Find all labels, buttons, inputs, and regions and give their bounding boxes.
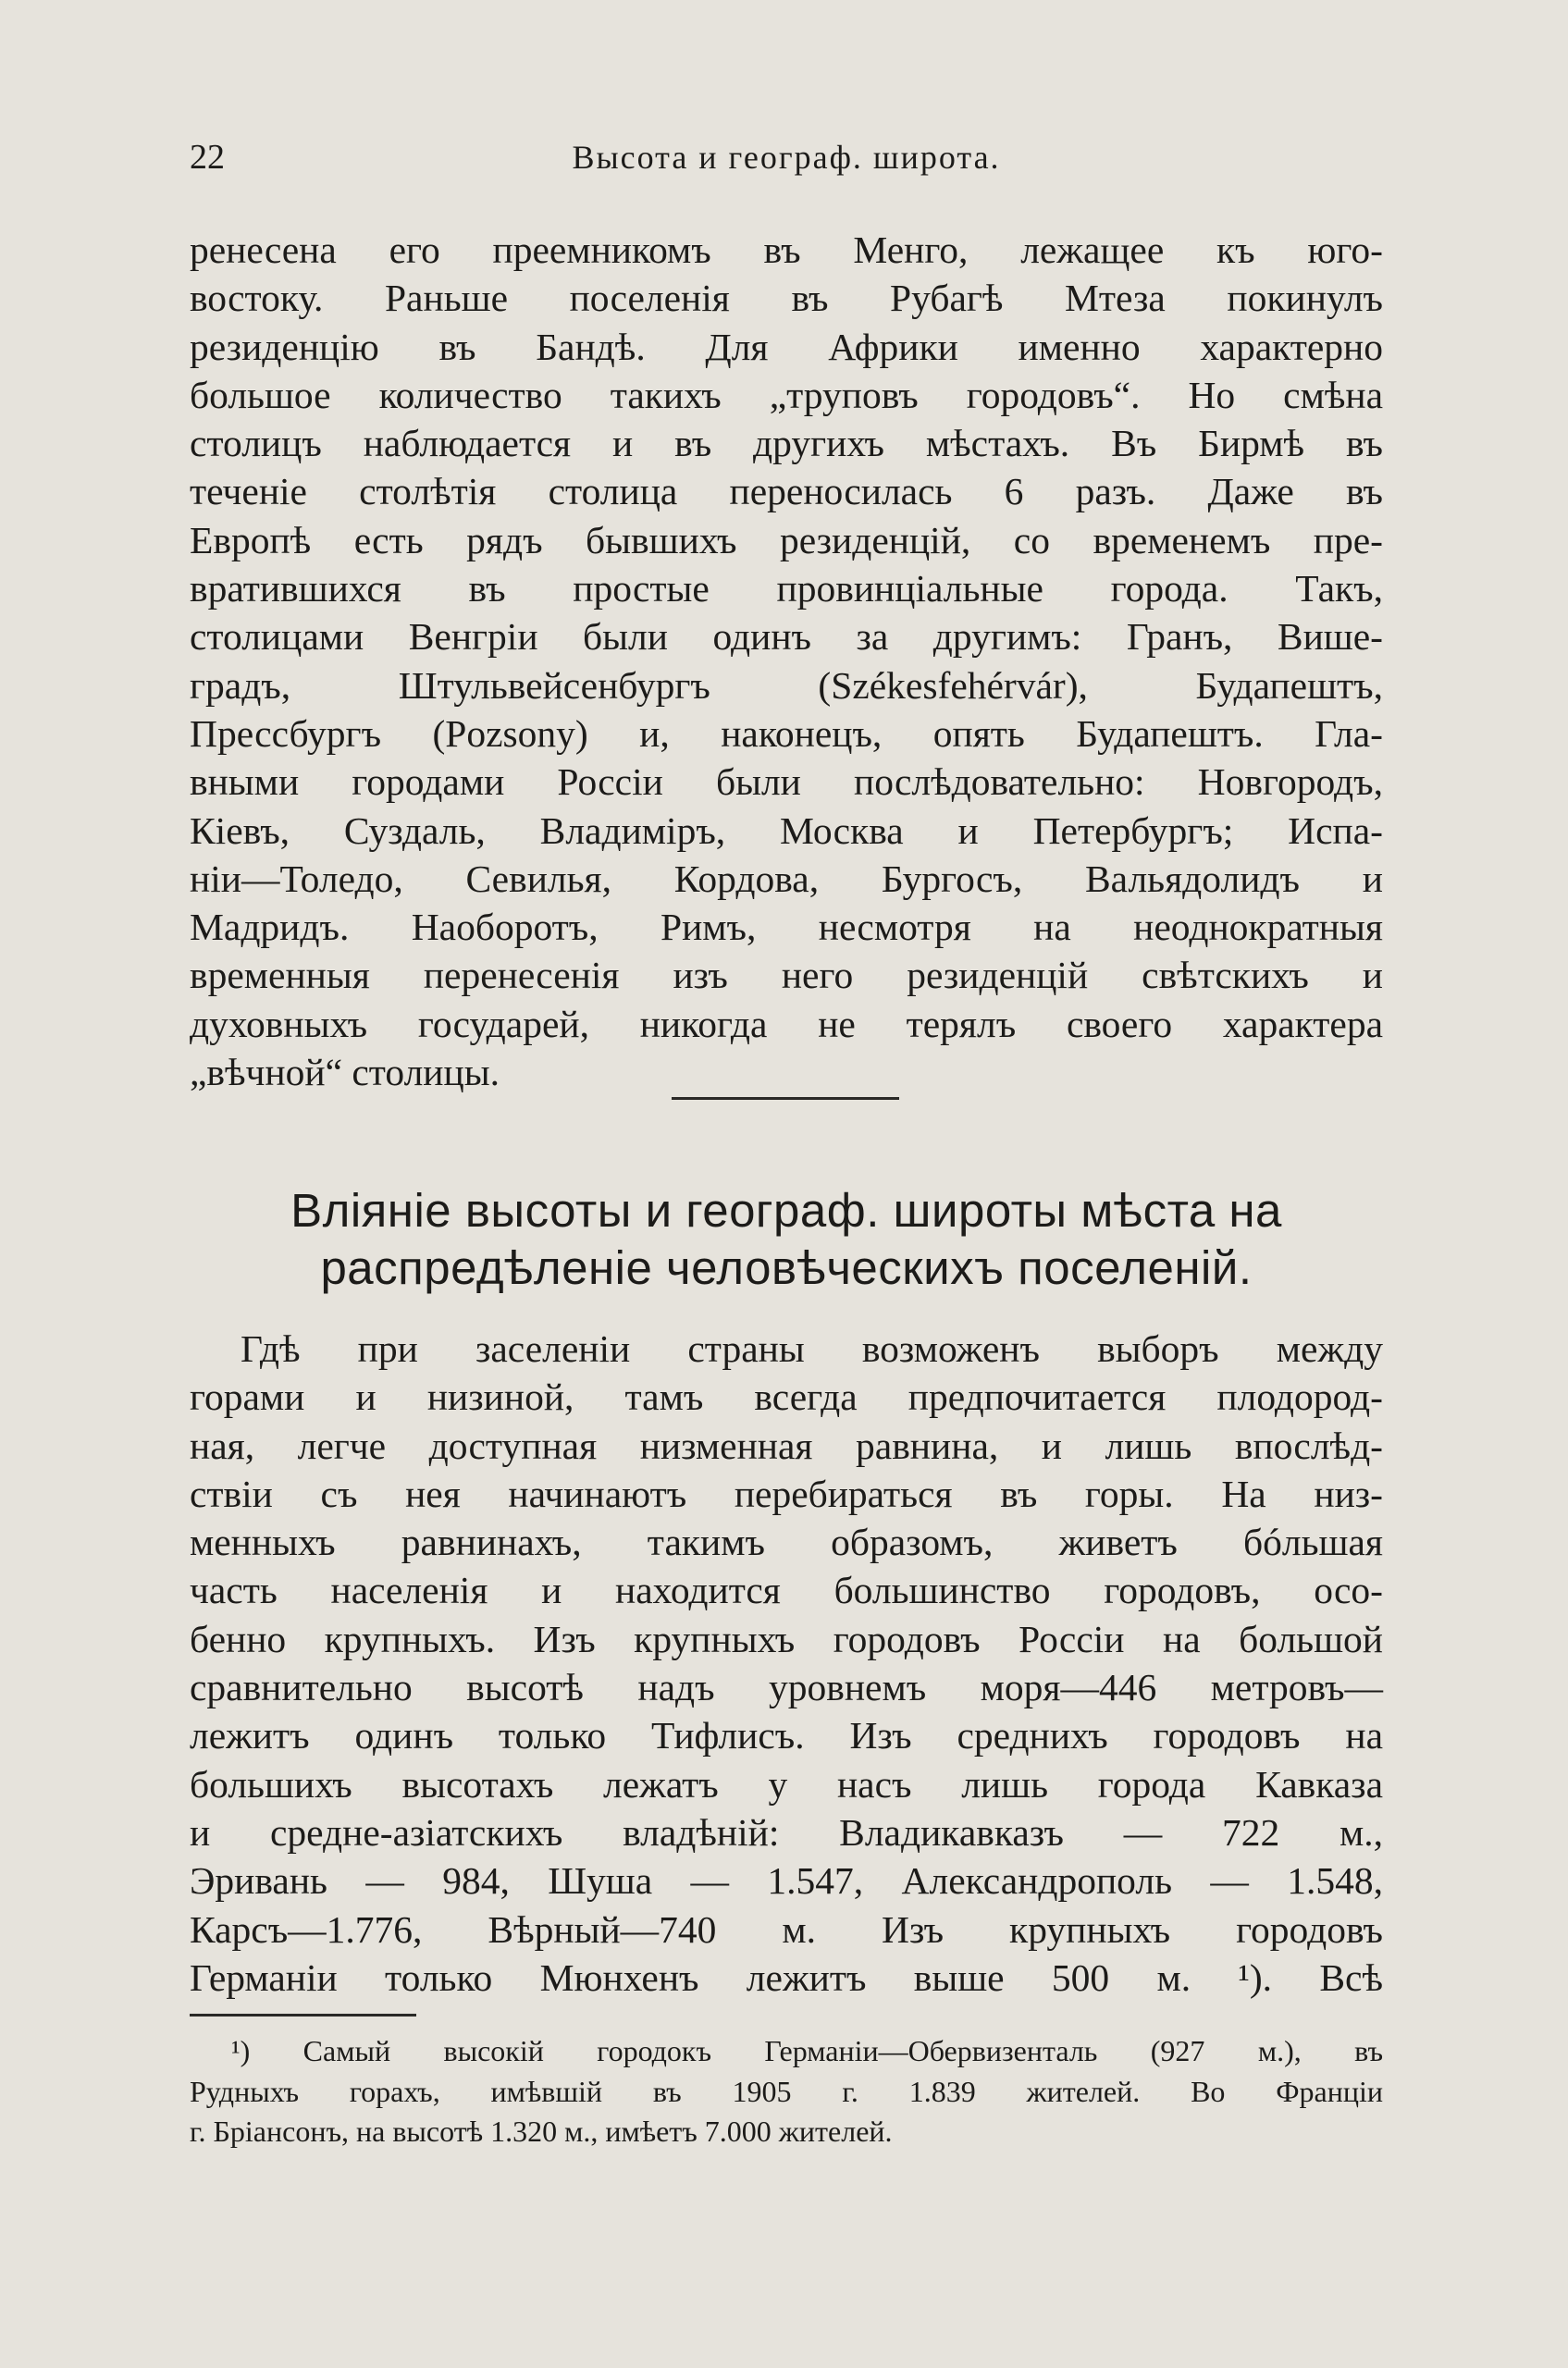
text-line: градъ, Штульвейсенбургъ (Székesfehérvár), Будапештъ, [190,663,1383,707]
text-line: столицъ наблюдается и въ другихъ мѣстахъ. Въ Бирмѣ въ [190,422,1383,465]
text-line: ніи—Толедо, Севилья, Кордова, Бургосъ, Вальядолидъ и [190,857,1383,900]
running-title: Высота и географ. широта. [572,139,1001,176]
text-line: лежитъ одинъ только Тифлисъ. Изъ среднихъ городовъ на [190,1714,1383,1758]
paragraph-capitals-history [190,226,1383,1096]
text-line: Европѣ есть рядъ бывшихъ резиденцій, со временемъ пре- [190,518,1383,561]
paragraph-altitude [190,1325,1383,2002]
text-line: „вѣчной“ столицы. [190,1051,500,1094]
text-line: Германіи только Мюнхенъ лежитъ выше 500 м. ¹). Всѣ [190,1955,1383,1999]
text-line: Гдѣ при заселеніи страны возможенъ выборъ между [241,1327,1383,1370]
footnote-rule [190,2014,416,2016]
text-line: Эривань — 984, Шуша — 1.547, Александрополь — 1.548, [190,1859,1383,1903]
footnote [190,2031,1383,2152]
text-line: Кіевъ, Суздаль, Владиміръ, Москва и Петербургъ; Испа- [190,808,1383,852]
heading-line: Вліяніе высоты и географ. широты мѣста на [290,1184,1282,1237]
text-line: менныхъ равнинахъ, такимъ образомъ, живетъ бóльшая [190,1521,1383,1564]
text-line: Карсъ—1.776, Вѣрный—740 м. Изъ крупныхъ городовъ [190,1907,1383,1951]
text-line: часть населенія и находится большинство городовъ, осо- [190,1569,1383,1612]
text-line: ствіи съ нея начинаютъ перебираться въ горы. На низ- [190,1472,1383,1515]
text-line: Прессбургъ (Pozsony) и, наконецъ, опять Будапештъ. Гла- [190,711,1383,755]
text-line: Мадридъ. Наоборотъ, Римъ, несмотря на неоднократныя [190,906,1383,949]
text-line: духовныхъ государей, никогда не терялъ своего характера [190,1002,1383,1045]
text-line: столицами Венгріи были одинъ за другимъ: Гранъ, Више- [190,615,1383,659]
text-line: бенно крупныхъ. Изъ крупныхъ городовъ Россіи на большой [190,1617,1383,1660]
section-separator-rule [672,1097,899,1100]
text-line: сравнительно высотѣ надъ уровнемъ моря—446 метровъ— [190,1666,1383,1709]
text-line: временныя перенесенія изъ него резиденцій свѣтскихъ и [190,954,1383,997]
footnote-line: г. Бріансонъ, на высотѣ 1.320 м., имѣетъ 7.000 жителей. [190,2115,893,2148]
text-line: ренесена его преемникомъ въ Менго, лежащее къ юго- [190,228,1383,271]
footnote-line: Рудныхъ горахъ, имѣвшій въ 1905 г. 1.839 жителей. Во Франціи [190,2074,1383,2108]
text-line: востоку. Раньше поселенія въ Рубагѣ Мтеза покинулъ [190,277,1383,320]
text-line: горами и низиной, тамъ всегда предпочитается плодород- [190,1375,1383,1419]
text-line: ная, легче доступная низменная равнина, и лишь впослѣд- [190,1424,1383,1467]
footnote-line: ¹) Самый высокій городокъ Германіи—Обервизенталь (927 м.), въ [231,2034,1383,2067]
text-line: большихъ высотахъ лежатъ у насъ лишь города Кавказа [190,1762,1383,1806]
page-number: 22 [190,138,225,177]
text-line: большое количество такихъ „труповъ городовъ“. Но смѣна [190,373,1383,416]
running-head [190,130,1383,185]
heading-line: распредѣленіе человѣческихъ поселеній. [320,1241,1253,1294]
text-line: вными городами Россіи были послѣдовательно: Новгородъ, [190,760,1383,804]
text-line: и средне-азіатскихъ владѣній: Владикавказъ — 722 м., [190,1810,1383,1854]
text-line: резиденцію въ Бандѣ. Для Африки именно характерно [190,325,1383,368]
text-line: теченіе столѣтія столица переносилась 6 разъ. Даже въ [190,470,1383,513]
section-heading [190,1182,1383,1297]
text-line: вратившихся въ простые провинціальные города. Такъ, [190,567,1383,610]
